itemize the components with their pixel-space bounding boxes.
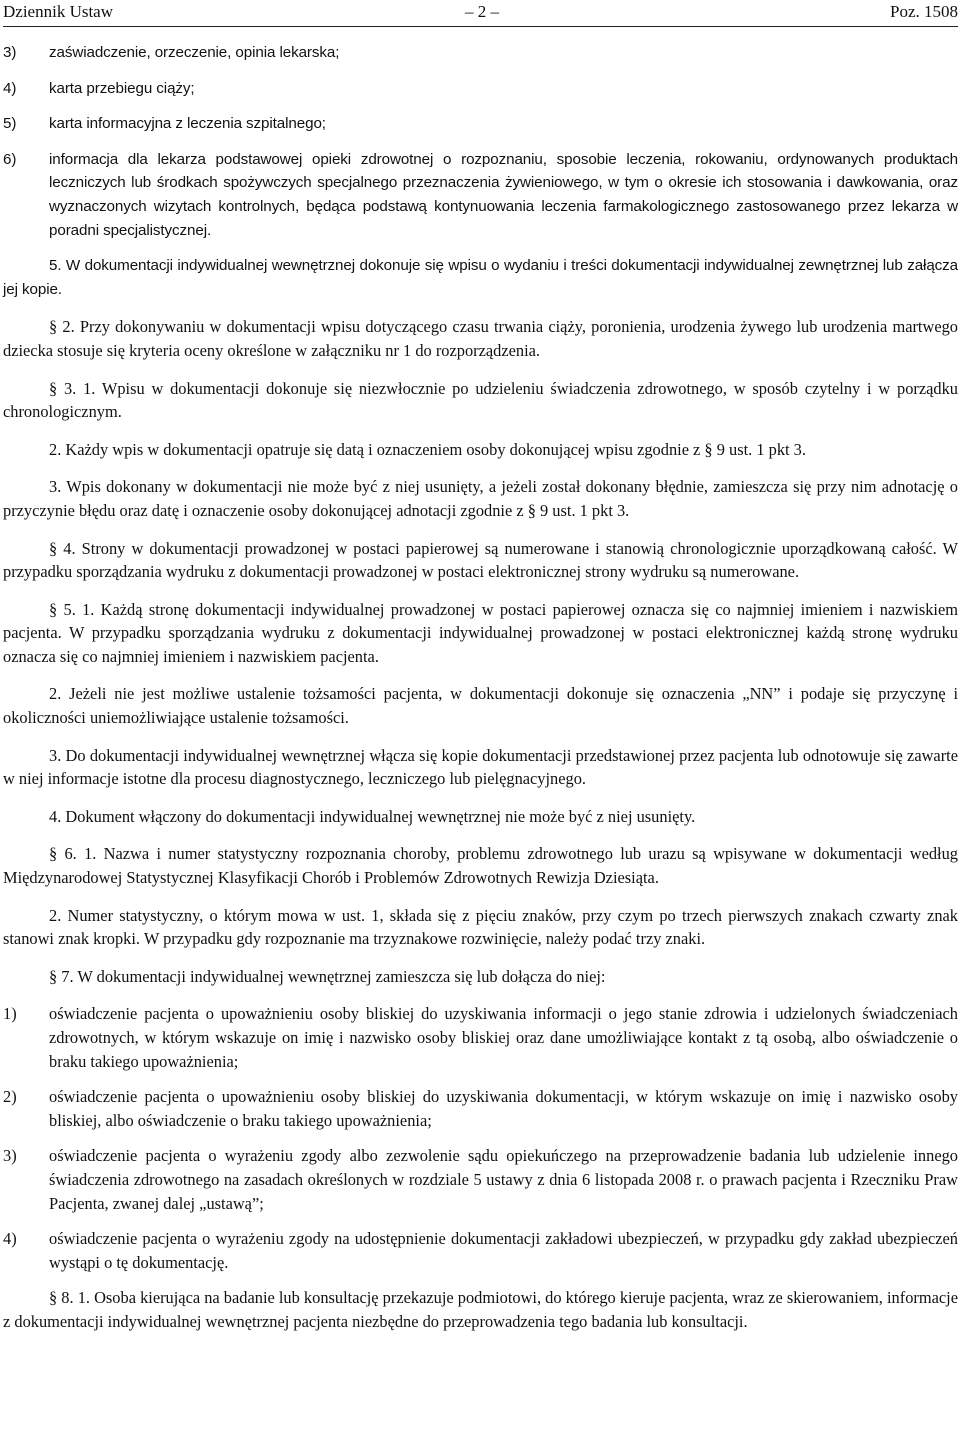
list-item-number: 1) [3, 1004, 17, 1024]
document-body [3, 41, 958, 1334]
list-item-text: zaświadczenie, orzeczenie, opinia lekarska; [49, 44, 340, 61]
paragraph: 5. W dokumentacji indywidualnej wewnętrznej dokonuje się wpisu o wydaniu i treści dokumentacji indywidualnej zewnętrznej lub załącza jej kopie. [3, 257, 958, 298]
paragraph: § 8. 1. Osoba kierująca na badanie lub konsultację przekazuje podmiotowi, do którego kieruje pacjenta, wraz ze skierowaniem, informacje z dokumentacji indywidualnej wewnętrznej pacjenta niezbędne do przeprowadzenia tego badania lub konsultacji. [3, 1288, 958, 1331]
paragraph: 2. Jeżeli nie jest możliwe ustalenie tożsamości pacjenta, w dokumentacji dokonuje się oznaczenia „NN” i podaje się przyczynę i okoliczności uniemożliwiające ustalenie tożsamości. [3, 684, 958, 728]
paragraph: 2. Numer statystyczny, o którym mowa w ust. 1, składa się z pięciu znaków, przy czym po trzech pierwszych znakach czwarty znak stanowi znak kropki. W przypadku gdy rozpoznanie ma trzyznakowe rozwinięcie, należy podać trzy znaki. [3, 905, 958, 949]
list-item [3, 77, 958, 101]
list-item-number: 5) [3, 115, 17, 133]
list-item [3, 112, 958, 136]
paragraph: § 3. 1. Wpisu w dokumentacji dokonuje się niezwłocznie po udzieleniu świadczenia zdrowotnego, w sposób czytelny i w porządku chronologicznym. [3, 378, 958, 422]
list-item [3, 148, 958, 242]
list-item [3, 1085, 958, 1132]
list-item [3, 41, 958, 65]
list-item-number: 6) [3, 150, 17, 168]
page-header [3, 0, 958, 27]
paragraph: 2. Każdy wpis w dokumentacji opatruje się datą i oznaczeniem osoby dokonującej wpisu zgodnie z § 9 ust. 1 pkt 3. [49, 439, 806, 459]
list-item-number: 4) [3, 79, 17, 97]
list-item-text: oświadczenie pacjenta o upoważnieniu osoby bliskiej do uzyskiwania dokumentacji, w którym wskazuje on imię i nazwisko osoby bliskiej, albo oświadczenie o braku takiego upoważnienia; [49, 1087, 958, 1130]
bottom-list [3, 1002, 958, 1274]
paragraph: § 4. Strony w dokumentacji prowadzonej w postaci papierowej są numerowane i stanowią chronologicznie uporządkowaną całość. W przypadku sporządzania wydruku z dokumentacji prowadzonej w postaci elektronicznej strony wydruku są numerowane. [3, 538, 958, 582]
top-list [3, 41, 958, 242]
list-item-number: 2) [3, 1087, 17, 1107]
list-item-text: karta przebiegu ciąży; [49, 79, 195, 97]
list-item-text: oświadczenie pacjenta o upoważnieniu osoby bliskiej do uzyskiwania informacji o jego stanie zdrowia i udzielonych świadczeniach zdrowotnych, w którym wskazuje on imię i nazwisko osoby bliskiej oraz dane umożliwiające kontakt z tą osobą, albo oświadczenie o braku takiego upoważnienia; [49, 1004, 958, 1071]
list-item-text: oświadczenie pacjenta o wyrażeniu zgody na udostępnienie dokumentacji zakładowi ubezpieczeń, w przypadku gdy zakład ubezpieczeń wystąpi o tę dokumentację. [49, 1229, 958, 1272]
list-item [3, 1144, 958, 1215]
paragraph: 3. Do dokumentacji indywidualnej wewnętrznej włącza się kopie dokumentacji przedstawionej przez pacjenta lub odnotowuje się zawarte w niej informacje istotne dla procesu diagnostycznego, leczniczego lub pielęgnacyjnego. [3, 745, 958, 789]
list-item-number: 3) [3, 1146, 17, 1166]
list-item-text: karta informacyjna z leczenia szpitalnego; [49, 115, 326, 133]
paragraph: § 7. W dokumentacji indywidualnej wewnętrznej zamieszcza się lub dołącza do niej: [49, 966, 606, 986]
position-number: Poz. 1508 [890, 2, 958, 21]
list-item [3, 1002, 958, 1073]
paragraph: 4. Dokument włączony do dokumentacji indywidualnej wewnętrznej nie może być z niej usunięty. [49, 806, 696, 826]
list-item-number: 3) [3, 44, 17, 61]
paragraph: § 5. 1. Każdą stronę dokumentacji indywidualnej prowadzonej w postaci papierowej oznacza się co najmniej imieniem i nazwiskiem pacjenta. W przypadku sporządzania wydruku z dokumentacji indywidualnej prowadzonej w postaci elektronicznej każdą stronę wydruku oznacza się co najmniej imieniem i nazwiskiem pacjenta. [3, 599, 958, 666]
journal-title: Dziennik Ustaw [3, 2, 114, 21]
page-number: – 2 – [465, 2, 499, 21]
list-item [3, 1227, 958, 1274]
paragraph: 3. Wpis dokonany w dokumentacji nie może być z niej usunięty, a jeżeli został dokonany błędnie, zamieszcza się przy nim adnotację o przyczynie błędu oraz datę i oznaczenie osoby dokonującej adnotacji zgodnie z § 9 ust. 1 pkt 3. [3, 477, 958, 520]
list-item-text: informacja dla lekarza podstawowej opieki zdrowotnej o rozpoznaniu, sposobie leczenia, rokowaniu, ordynowanych produktach leczniczych lub środkach spożywczych specjalnego przeznaczenia żywieniowego, w tym o okresie ich stosowania i dawkowania, oraz wyznaczonych wizytach kontrolnych, będąca podstawą kontynuowania leczenia farmakologicznego zastosowanego przez lekarza w poradni specjalistycznej. [49, 150, 958, 239]
paragraph: § 6. 1. Nazwa i numer statystyczny rozpoznania choroby, problemu zdrowotnego lub urazu są wpisywane w dokumentacji według Międzynarodowej Statystycznej Klasyfikacji Chorób i Problemów Zdrowotnych Rewizja Dziesiąta. [3, 844, 958, 888]
paragraph: § 2. Przy dokonywaniu w dokumentacji wpisu dotyczącego czasu trwania ciąży, poronienia, urodzenia żywego lub urodzenia martwego dziecka stosuje się kryteria oceny określone w załączniku nr 1 do rozporządzenia. [3, 317, 958, 360]
list-item-text: oświadczenie pacjenta o wyrażeniu zgody albo zezwolenie sądu opiekuńczego na przeprowadzenie badania lub udzielenie innego świadczenia zdrowotnego na zasadach określonych w rozdziale 5 ustawy z dnia 6 listopada 2008 r. o prawach pacjenta i Rzeczniku Praw Pacjenta, zwanej dalej „ustawą”; [49, 1146, 958, 1213]
list-item-number: 4) [3, 1229, 17, 1249]
